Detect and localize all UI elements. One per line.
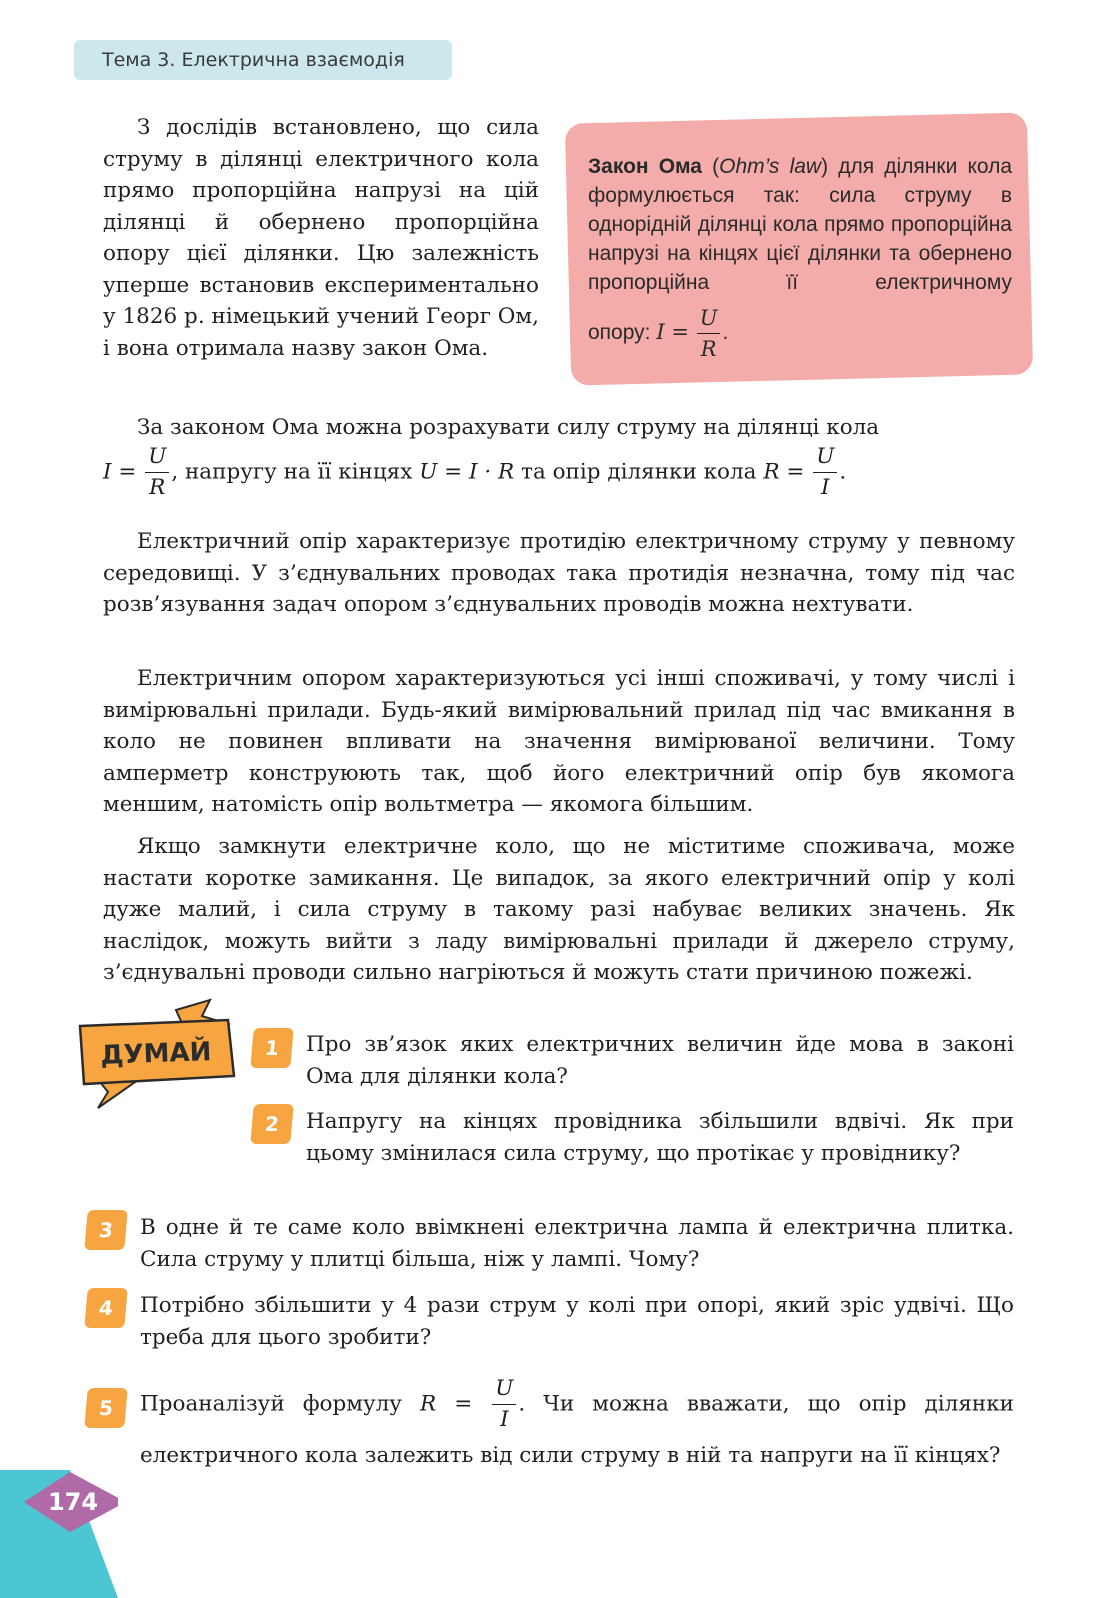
question-number-1: 1 xyxy=(250,1028,293,1068)
q5-pre: Проаналізуй формулу xyxy=(140,1391,402,1417)
ohm-calc-lead: За законом Ома можна розрахувати силу струму на ділянці кола xyxy=(137,415,880,440)
ohm-end: . xyxy=(839,459,847,485)
question-number-2: 2 xyxy=(250,1104,293,1144)
think-label: ДУМАЙ xyxy=(99,1037,212,1071)
question-3: В одне й те саме коло ввімкнені електрична лампа й електрична плитка. Сила струму у плитці більша, ніж у лампі. Чому? xyxy=(140,1215,1014,1272)
intro-paragraph: З дослідів встановлено, що сила струму в ділянці електричного кола прямо пропорційна напрузі на цій ділянці й обернено пропорційна опору цієї ділянки. Цю залежність уперше встановив експериментально у 1826 р. німецький учений Георг Ом, і вона отримала назву закон Ома. xyxy=(103,115,539,361)
paragraph-short-circuit: Якщо замкнути електричне коло, що не міститиме споживача, може настати коротке замикання. Це випадок, за якого електричний опір у колі дуже малий, і сила струму в такому разі набуває великих значень. Як наслідок, можуть вийти з ладу вимірювальні прилади й джерело струму, з’єднувальні проводи сильно нагріються й можуть стати причиною пожежі. xyxy=(103,834,1015,985)
q5-formula-lhs: R = xyxy=(419,1391,473,1417)
law-formula-prefix: опору: xyxy=(588,321,651,345)
law-formula-num: U xyxy=(697,303,721,334)
law-english: Ohm’s law xyxy=(719,155,822,178)
think-banner xyxy=(78,996,238,1116)
law-formula-lhs: I = xyxy=(656,320,689,345)
page-number: 174 xyxy=(47,1488,99,1516)
f1-num: U xyxy=(145,442,169,473)
paragraph-resistance: Електричний опір характеризує протидію електричному струму у певному середовищі. У з’єднувальних проводах така протидія незначна, тому під час розв’язування задач опором з’єднувальних проводів можна нехтувати. xyxy=(103,529,1015,617)
q5-post: . Чи можна вважати, що опір ділянки електричного кола залежить від сили струму в ній та напруги на її кінцях? xyxy=(140,1391,1014,1468)
law-title: Закон Ома xyxy=(588,155,702,178)
q5-formula-den: I xyxy=(500,1407,509,1432)
f3-den: I xyxy=(821,475,830,500)
topic-header: Тема 3. Електрична взаємодія xyxy=(74,40,452,80)
law-box-text: Закон Ома (Ohm’s law) для ділянки кола формулюється так: сила струму в однорідній ділянці кола прямо пропорційна напрузі на кінцях цієї ділянки та обернено пропорційна її електричному опору: I = $\frac{U}{R}$ . xyxy=(588,152,1012,364)
question-number-4: 4 xyxy=(84,1288,127,1328)
f1-fraction xyxy=(145,442,169,503)
law-formula-end: . xyxy=(722,321,729,345)
q5-formula-num: U xyxy=(492,1374,516,1405)
q5-formula-fraction xyxy=(492,1374,516,1435)
f1-den: R xyxy=(149,475,166,500)
question-number-3: 3 xyxy=(84,1210,127,1250)
banner-ribbon-bottom xyxy=(98,1080,138,1108)
f3-lhs: R = xyxy=(763,459,805,485)
law-statement: для ділянки кола формулюється так: сила струму в однорідній ділянці кола прямо пропорційна напрузі на кінцях цієї ділянки та обернено пропорційна її електричному xyxy=(588,155,1013,294)
question-2: Напругу на кінцях провідника збільшили вдвічі. Як при цьому змінилася сила струму, що протікає у провіднику? xyxy=(306,1109,1014,1166)
f1-lhs: I = xyxy=(103,459,137,485)
f2-formula: U = I · R xyxy=(419,459,515,485)
law-formula-fraction xyxy=(697,303,721,364)
question-5 xyxy=(140,1374,1014,1477)
question-1: Про зв’язок яких електричних величин йде мова в законі Ома для ділянки кола? xyxy=(306,1032,1014,1089)
f3-num: U xyxy=(813,442,837,473)
f3-fraction xyxy=(813,442,837,503)
paragraph-instruments: Електричним опором характеризуються усі інші споживачі, у тому числі і вимірювальні прилади. Будь-який вимірювальний прилад під час вмикання в коло не повинен впливати на значення вимірюваної величини. Тому амперметр конструюють так, щоб його електричний опір був якомога меншим, натомість опір вольтметра — якомога більшим. xyxy=(103,666,1015,817)
law-formula-den: R xyxy=(700,337,717,361)
ohm-mid2: та опір ділянки кола xyxy=(521,459,757,485)
ohm-formulas-line xyxy=(103,442,1023,503)
page-corner xyxy=(0,1470,118,1598)
ohm-mid1: , напругу на її кінцях xyxy=(171,459,413,485)
question-number-5: 5 xyxy=(84,1388,127,1428)
question-4: Потрібно збільшити у 4 рази струм у колі при опорі, який зріс удвічі. Що треба для цього зробити? xyxy=(140,1293,1014,1350)
